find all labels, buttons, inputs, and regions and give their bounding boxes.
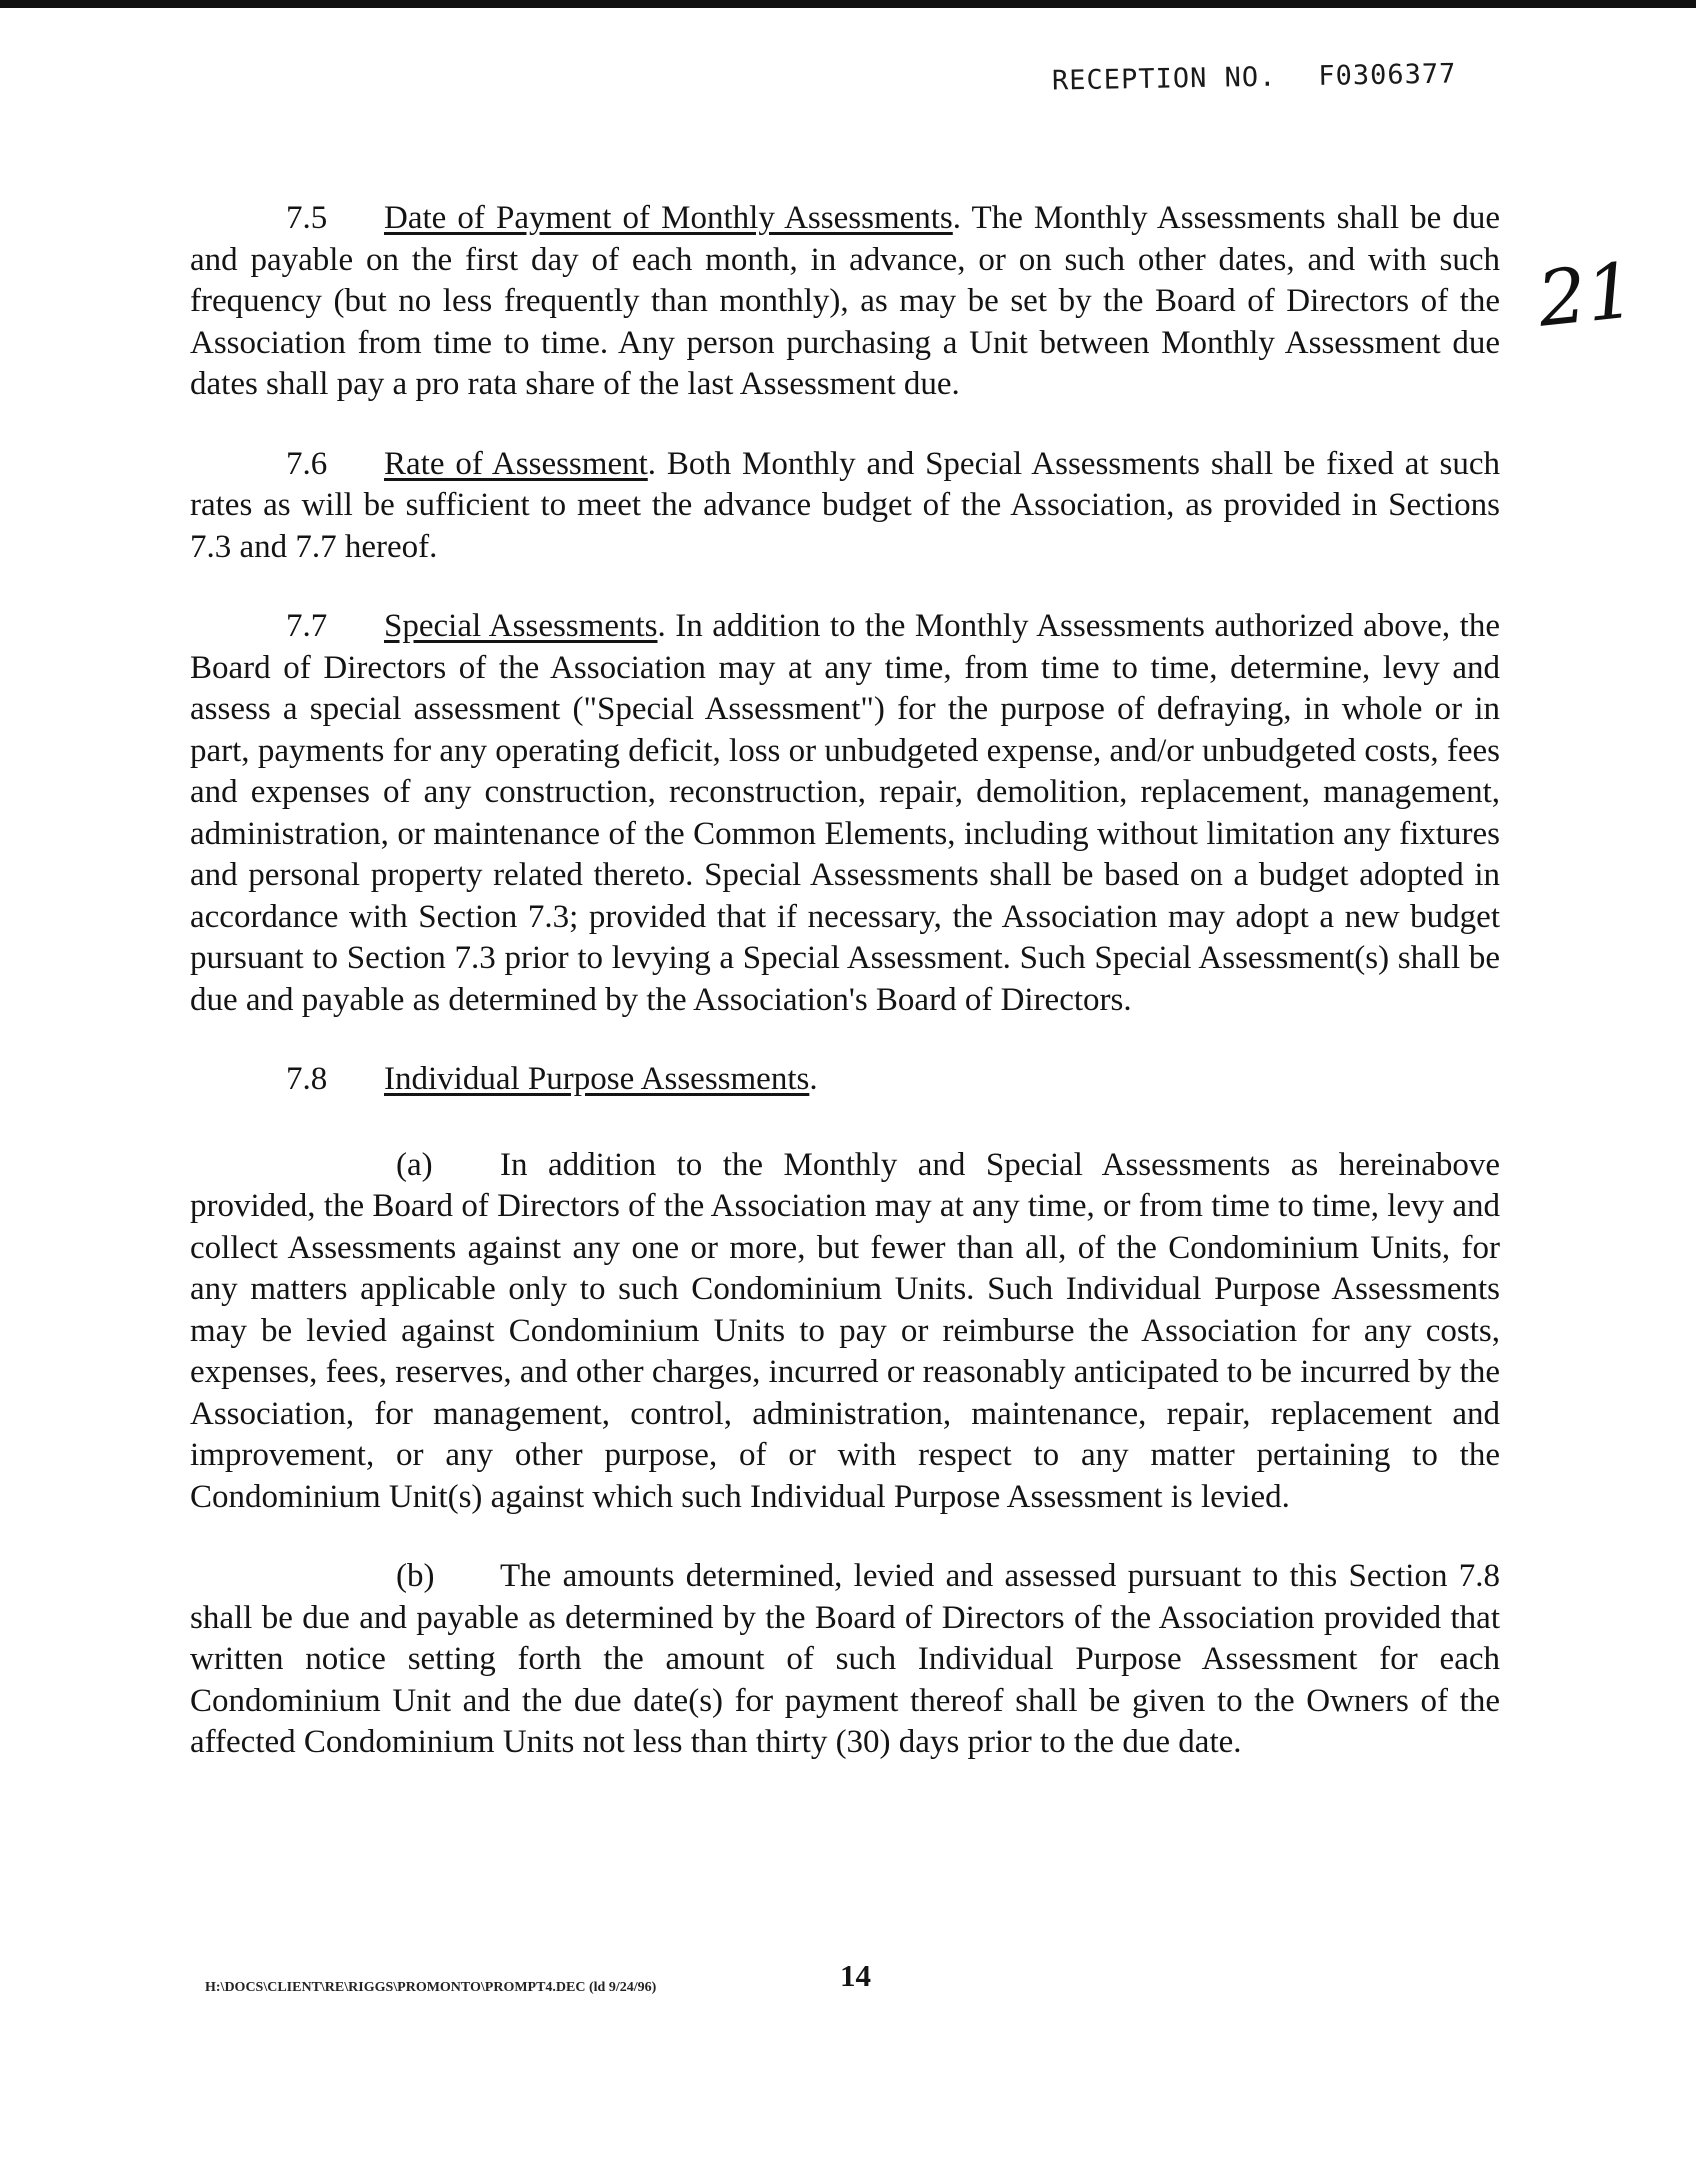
footer-file-path: H:\DOCS\CLIENT\RE\RIGGS\PROMONTO\PROMPT4.DEC (ld 9/24/96) [205,1980,657,1995]
page-number: 14 [840,1958,871,1993]
reception-label: RECEPTION NO. [1051,61,1277,97]
subsection-text: In addition to the Monthly and Special Assessments as hereinabove provided, the Board of Directors of the Association may at any time, or from time to time, levy and collect Assessments against any one or more, but fewer than all, of the Condominium Units, for any matters applicable only to such Condominium Units. Such Individual Purpose Assessments may be levied against Condominium Units to pay or reimburse the Association for any costs, expenses, fees, reserves, and other charges, incurred or reasonably anticipated to be incurred by the Association, for management, control, administration, maintenance, repair, replacement and improvement, or any other purpose, of or with respect to any matter pertaining to the Condominium Unit(s) against which such Individual Purpose Assessment is levied. [190,1146,1500,1515]
section-text: . The Monthly Assessments shall be due and payable on the first day of each month, in advance, or on such other dates, and with such frequency (but no less frequently than monthly), as may be set by the Board of Directors of the Association from time to time. Any person purchasing a Unit between Monthly Assessment due dates shall pay a pro rata share of the last Assessment due. [190,200,1500,402]
section-7-8-b [190,1556,1500,1764]
section-number: 7.7 [286,608,328,644]
section-number: 7.8 [286,1061,328,1097]
section-title: Date of Payment of Monthly Assessments [384,200,953,236]
document-body [190,198,1500,1802]
handwritten-page-number: 21 [1533,245,1640,344]
section-number: 7.5 [286,200,328,236]
section-7-8-heading [190,1059,1500,1101]
section-title: Rate of Assessment [384,445,648,482]
subsection-text: The amounts determined, levied and assessed pursuant to this Section 7.8 shall be due and payable as determined by the Board of Directors of the Association provided that written notice setting forth the amount of such Individual Purpose Assessment for each Condominium Unit and the due date(s) for payment thereof shall be given to the Owners of the affected Condominium Units not less than thirty (30) days prior to the due date. [190,1558,1500,1760]
section-text: . In addition to the Monthly Assessments authorized above, the Board of Directors of the Association may at any time, from time to time, determine, levy and assess a special assessment ("Special Assessment") for the purpose of defraying, in whole or in part, payments for any operating deficit, loss or unbudgeted expense, and/or unbudgeted costs, fees and expenses of any construction, reconstruction, repair, demolition, replacement, management, administration, or maintenance of the Common Elements, including without limitation any fixtures and personal property related thereto. Special Assessments shall be based on a budget adopted in accordance with Section 7.3; provided that if necessary, the Association may adopt a new budget pursuant to Section 7.3 prior to levying a Special Assessment. Such Special Assessment(s) shall be due and payable as determined by the Association's Board of Directors. [190,608,1500,1018]
section-7-7 [190,606,1500,1021]
section-number: 7.6 [286,445,328,482]
reception-stamp [1052,58,1457,96]
section-title-suffix: . [809,1061,818,1097]
subsection-label: (a) [396,1146,433,1183]
section-7-6 [190,444,1500,569]
section-7-8-a [190,1145,1500,1519]
section-title: Special Assessments [384,608,658,644]
scan-top-edge [0,0,1696,8]
reception-number: F0306377 [1318,58,1457,92]
section-7-5 [190,198,1500,406]
section-text: . Both Monthly and Special Assessments shall be fixed at such rates as will be sufficient to meet the advance budget of the Association, as provided in Sections 7.3 and 7.7 hereof. [190,445,1500,565]
section-title: Individual Purpose Assessments [384,1061,810,1097]
subsection-label: (b) [396,1558,435,1594]
